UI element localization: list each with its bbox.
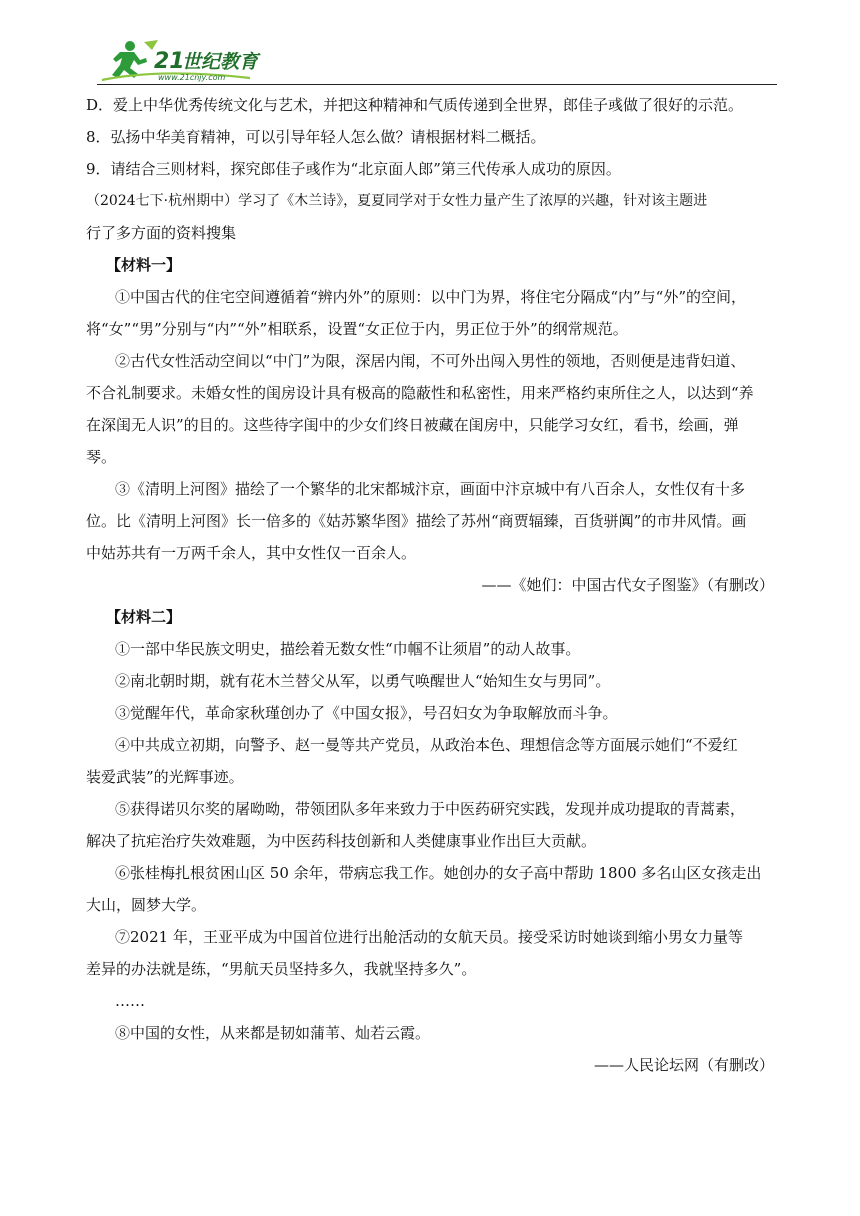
material-1-p2-line2: 不合礼制要求。未婚女性的闺房设计具有极高的隐蔽性和私密性，用来严格约束所住之人，以达到“养 [86,384,754,402]
material-2-p6-line1: ⑥张桂梅扎根贫困山区 50 余年，带病忘我工作。她创办的女子高中帮助 1800 多名山区女孩走出 [115,864,762,882]
material-1-source: ——《她们：中国古代女子图鉴》（有删改） [481,576,774,594]
material-2-title: 【材料二】 [106,608,182,626]
logo-text: 世纪教育 [182,51,259,73]
material-2-p8: ⑧中国的女性，从来都是韧如蒲苇、灿若云霞。 [115,1024,431,1042]
material-2-p7-line2: 差异的办法就是练，“男航天员坚持多久，我就坚持多久”。 [86,960,477,978]
material-2-p1: ①一部中华民族文明史，描绘着无数女性“巾帼不让须眉”的动人故事。 [115,640,581,658]
page-header [0,0,860,90]
material-2-p5-line1: ⑤获得诺贝尔奖的屠呦呦，带领团队多年来致力于中医药研究实践，发现并成功提取的青蒿素， [115,800,746,818]
material-1-p2-line3: 在深闺无人识”的目的。这些待字闺中的少女们终日被藏在闺房中，只能学习女红，看书，绘画，弹 [86,416,739,434]
runner-icon [112,40,158,78]
material-2-p5-line2: 解决了抗疟治疗失效难题，为中医药科技创新和人类健康事业作出巨大贡献。 [86,832,597,850]
material-1-p1-line2: 将“女”“男”分别与“内”“外”相联系，设置“女正位于内，男正位于外”的纲常规范。 [86,320,628,338]
material-2-source: ——人民论坛网（有删改） [593,1056,774,1074]
material-2-p7-line1: ⑦2021 年，王亚平成为中国首位进行出舱活动的女航天员。接受采访时她谈到缩小男女力量等 [115,928,743,946]
material-1-p3-line2: 位。比《清明上河图》长一倍多的《姑苏繁华图》描绘了苏州“商贾辐臻，百货骈阗”的市井风情。画 [86,512,747,530]
material-2-p4-line2: 装爱武装”的光辉事迹。 [86,768,244,786]
material-1-p3-line1: ③《清明上河图》描绘了一个繁华的北宋都城汴京，画面中汴京城中有八百余人，女性仅有十多 [115,480,746,498]
intro-line-2: 行了多方面的资料搜集 [86,224,237,242]
document-body [86,89,782,1081]
material-1-p3-line3: 中姑苏共有一万两千余人，其中女性仅一百余人。 [86,544,417,562]
material-2-p4-line1: ④中共成立初期，向警予、赵一曼等共产党员，从政治本色、理想信念等方面展示她们“不爱红 [115,736,738,754]
material-1-p1-line1: ①中国古代的住宅空间遵循着“辨内外”的原则：以中门为界，将住宅分隔成“内”与“外”的空间， [115,288,747,306]
header-divider [97,84,777,85]
material-1-title: 【材料一】 [106,256,182,274]
material-2-ellipsis: …… [115,992,145,1010]
logo-url: www.21cnjy.com [158,73,226,82]
site-logo [100,38,300,84]
material-1-p2-line1: ②古代女性活动空间以“中门”为限，深居内闱，不可外出闯入男性的领地，否则便是违背妇道、 [115,352,746,370]
svg-text:21: 21 [154,49,185,74]
material-1-p2-line4: 琴。 [86,448,117,466]
material-2-p3: ③觉醒年代，革命家秋瑾创办了《中国女报》，号召妇女为争取解放而斗争。 [115,704,618,722]
question-8: 8．弘扬中华美育精神，可以引导年轻人怎么做？请根据材料二概括。 [86,128,546,146]
material-2-p2: ②南北朝时期，就有花木兰替父从军，以勇气唤醒世人“始知生女与男同”。 [115,672,611,690]
question-option-d: D．爱上中华优秀传统文化与艺术，并把这种精神和气质传递到全世界，郎佳子彧做了很好的示范。 [86,96,744,114]
intro-line-1: （2024七下·杭州期中）学习了《木兰诗》，夏夏同学对于女性力量产生了浓厚的兴趣，针对该主题进 [86,193,708,209]
question-9: 9．请结合三则材料，探究郎佳子彧作为“北京面人郎”第三代传承人成功的原因。 [86,160,621,178]
material-2-p6-line2: 大山，圆梦大学。 [86,896,207,914]
